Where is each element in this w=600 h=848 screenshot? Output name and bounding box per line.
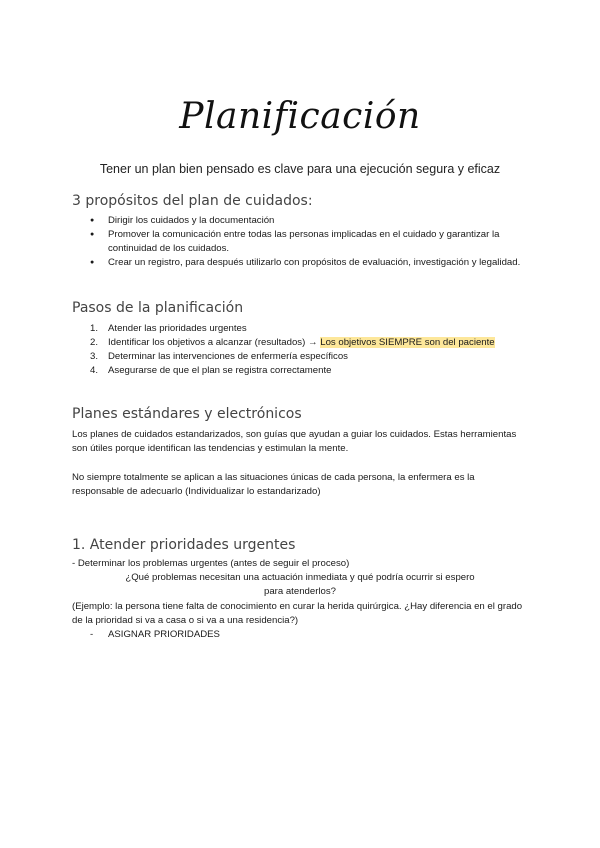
list-item xyxy=(90,350,510,364)
section-heading-steps: Pasos de la planificación xyxy=(72,300,244,316)
section-heading-purposes: 3 propósitos del plan de cuidados: xyxy=(72,193,313,209)
list-number: 4. xyxy=(90,365,99,376)
list-item xyxy=(90,364,510,378)
list-item: ● Crear un registro, para después utilizarlo con propósitos de evaluación, investigación y legalidad. xyxy=(90,256,530,270)
section-heading-urgent-priorities: 1. Atender prioridades urgentes xyxy=(72,537,296,553)
highlighted-text: Los objetivos SIEMPRE son del paciente xyxy=(320,337,495,348)
question-text: ¿Qué problemas necesitan una actuación inmediata y qué podría ocurrir si espero para atenderlos? xyxy=(125,572,475,597)
paragraph: No siempre totalmente se aplican a las situaciones únicas de cada persona, la enfermera es la responsable de adecuarlo (Individualizar lo estandarizado) xyxy=(72,472,475,497)
paragraph: Los planes de cuidados estandarizados, son guías que ayudan a guiar los cuidados. Estas herramientas son útiles porque identifican las tendencias y estimulan la mente. xyxy=(72,429,517,454)
list-text: Determinar las intervenciones de enfermería específicos xyxy=(108,351,348,362)
page-subtitle: Tener un plan bien pensado es clave para una ejecución segura y eficaz xyxy=(99,162,501,176)
paragraph: - Determinar los problemas urgentes (antes de seguir el proceso) xyxy=(72,558,350,569)
page-title: Planificación xyxy=(179,96,421,137)
list-text: Identificar los objetivos a alcanzar (resultados) → xyxy=(108,337,321,348)
steps-list xyxy=(90,322,510,378)
list-item: ● Dirigir los cuidados y la documentación xyxy=(90,214,530,228)
list-number: 3. xyxy=(90,351,99,362)
purposes-list xyxy=(90,214,530,270)
list-item xyxy=(90,336,510,350)
list-item xyxy=(90,322,510,336)
dash-marker: - xyxy=(90,629,94,640)
list-item: ● Promover la comunicación entre todas las personas implicadas en el cuidado y garantizar la continuidad de los cuidados. xyxy=(90,228,530,256)
assign-priorities-text: ASIGNAR PRIORIDADES xyxy=(108,629,220,640)
list-number: 1. xyxy=(90,323,99,334)
list-text: Atender las prioridades urgentes xyxy=(108,323,247,334)
list-number: 2. xyxy=(90,337,99,348)
section-heading-standard-plans: Planes estándares y electrónicos xyxy=(72,406,302,422)
example-text: (Ejemplo: la persona tiene falta de conocimiento en curar la herida quirúrgica. ¿Hay diferencia en el grado de la prioridad si va a casa o si va a una residencia?) xyxy=(72,601,523,626)
list-text: Asegurarse de que el plan se registra correctamente xyxy=(108,365,332,376)
